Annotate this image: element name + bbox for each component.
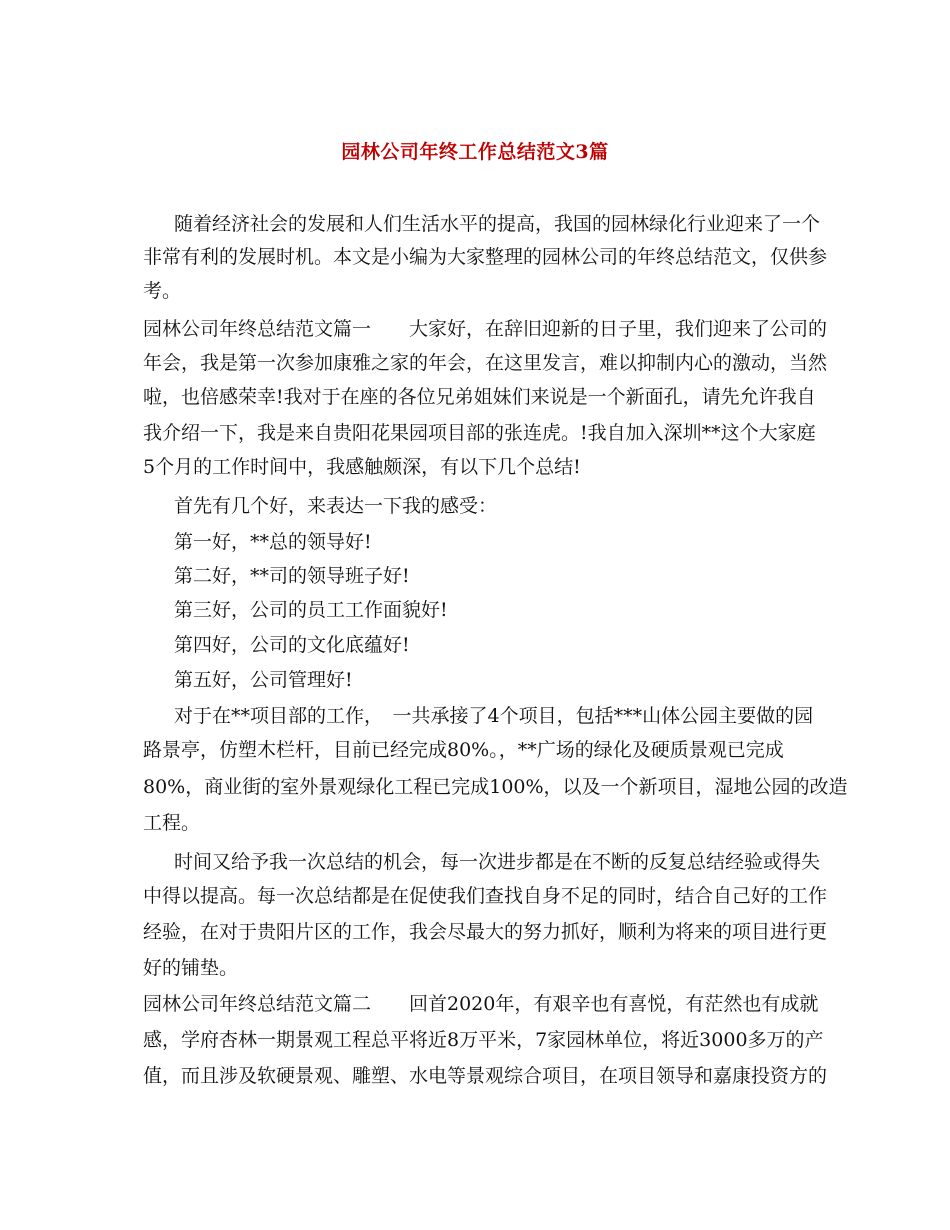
paragraph-line: 园林公司年终总结范文篇一 大家好，在辞旧迎新的日子里，我们迎来了公司的 <box>143 318 828 340</box>
paragraph-line: 经验，在对于贵阳片区的工作，我会尽最大的努力抓好，顺利为将来的项目进行更 <box>143 921 828 943</box>
paragraph-line: 园林公司年终总结范文篇二 回首2020年，有艰辛也有喜悦，有茫然也有成就 <box>143 993 819 1015</box>
paragraph-line: 感，学府杏林一期景观工程总平将近8万平米，7家园林单位，将近3000多万的产 <box>143 1029 824 1051</box>
paragraph-line: 5个月的工作时间中，我感触颇深，有以下几个总结! <box>143 456 581 478</box>
paragraph-line: 啦，也倍感荣幸!我对于在座的各位兄弟姐妹们来说是一个新面孔，请先允许我自 <box>143 386 816 408</box>
paragraph-line: 非常有利的发展时机。本文是小编为大家整理的园林公司的年终总结范文，仅供参 <box>143 246 828 268</box>
paragraph-line: 第二好，**司的领导班子好! <box>174 565 410 587</box>
paragraph-line: 年会，我是第一次参加康雅之家的年会，在这里发言，难以抑制内心的激动，当然 <box>143 352 828 374</box>
paragraph-line: 我介绍一下，我是来自贵阳花果园项目部的张连虎。!我自加入深圳**这个大家庭 <box>143 422 816 444</box>
paragraph-line: 路景亭，仿塑木栏杆，目前已经完成80%。，**广场的绿化及硬质景观已完成 <box>143 739 784 761</box>
paragraph-line: 工程。 <box>143 812 201 834</box>
paragraph-line: 时间又给予我一次总结的机会，每一次进步都是在不断的反复总结经验或得失 <box>174 851 821 873</box>
paragraph-line: 随着经济社会的发展和人们生活水平的提高，我国的园林绿化行业迎来了一个 <box>174 213 821 235</box>
paragraph-line: 第三好，公司的员工工作面貌好! <box>174 599 448 621</box>
paragraph-line: 80%，商业街的室外景观绿化工程已完成100%，以及一个新项目，湿地公园的改造 <box>143 776 848 798</box>
document-title: 园林公司年终工作总结范文3篇 <box>341 141 609 163</box>
paragraph-line: 第一好，**总的领导好! <box>174 531 372 553</box>
paragraph-line: 第五好，公司管理好! <box>174 669 353 691</box>
paragraph-line: 对于在**项目部的工作， 一共承接了4个项目，包括***山体公园主要做的园 <box>174 705 814 727</box>
paragraph-line: 值，而且涉及软硬景观、雕塑、水电等景观综合项目，在项目领导和嘉康投资方的 <box>143 1065 828 1087</box>
paragraph-line: 考。 <box>143 280 182 302</box>
paragraph-line: 首先有几个好，来表达一下我的感受： <box>174 495 498 517</box>
paragraph-line: 中得以提高。每一次总结都是在促使我们查找自身不足的同时，结合自己好的工作 <box>143 885 828 907</box>
paragraph-line: 好的铺垫。 <box>143 957 239 979</box>
paragraph-line: 第四好，公司的文化底蕴好! <box>174 634 410 656</box>
